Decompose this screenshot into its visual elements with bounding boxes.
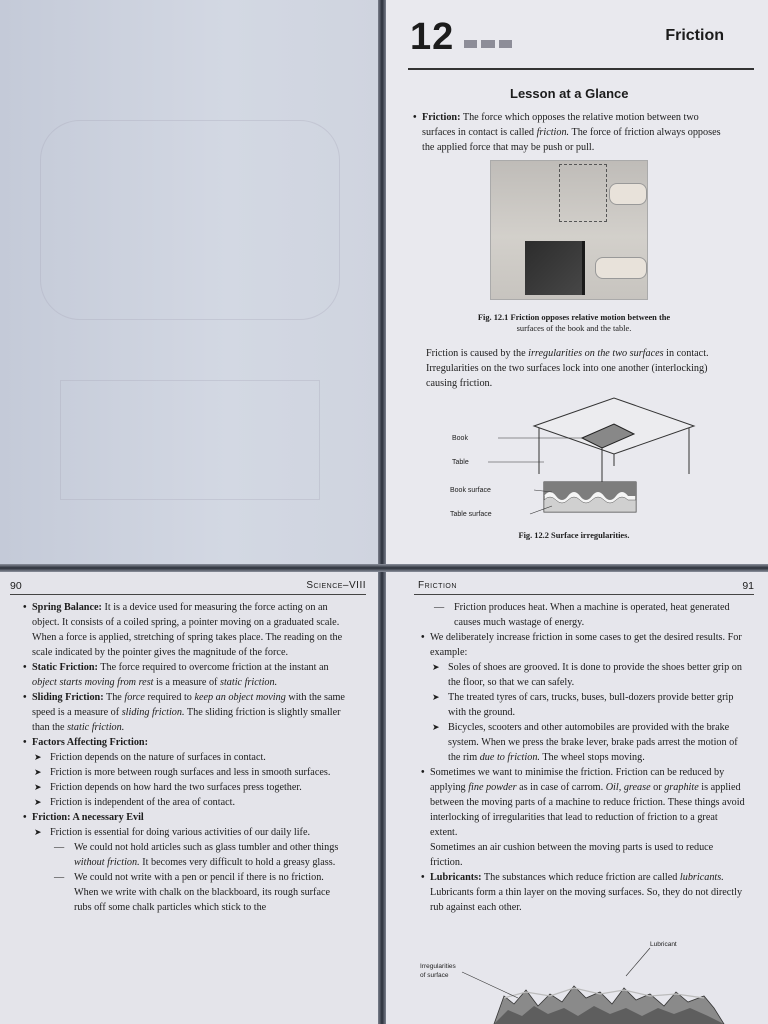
factor-item: ➤ Friction is more between rough surfaces and less in smooth surfaces. (32, 765, 350, 780)
label-book: Book (452, 435, 468, 442)
book-image (525, 241, 585, 295)
page-91-body (430, 600, 746, 915)
lubricants-point: • Lubricants: The substances which reduce friction are called lubricants. Lubricants form a thin layer on the moving surfaces. So, they do not directly rub against each other. (430, 870, 746, 915)
label-of-surface: of surface (420, 972, 449, 979)
book-initial-position (559, 164, 607, 222)
figure-book-on-table-photo (490, 160, 648, 300)
figure-surface-irregularities (444, 396, 744, 526)
factor-item: ➤ Friction is independent of the area of contact. (32, 795, 350, 810)
increase-friction-point: • We deliberately increase friction in some cases to get the desired results. For example: (430, 630, 746, 660)
factor-item: ➤ Friction depends on the nature of surfaces in contact. (32, 750, 350, 765)
chapter-number-decoration (464, 40, 512, 48)
blank-page (0, 0, 380, 566)
dash-point-pen: — We could not write with a pen or pencil if there is no friction. (50, 870, 350, 885)
fig2-caption: Fig. 12.2 Surface irregularities. (518, 531, 630, 540)
friction-cause-paragraph: Friction is caused by the irregularities on the two surfaces in contact. Irregularities on the two surfaces lock into one another (interlocking) causing friction. (426, 348, 709, 389)
example-item: ➤ The treated tyres of cars, trucks, buses, bull-dozers provide better grip with the ground. (430, 690, 746, 720)
friction-definition: • Friction: The force which opposes the relative motion between two surfaces in contact is called friction. The force of friction always opposes the applied force that may be push or pull. (422, 110, 728, 155)
chapter-rule (408, 68, 754, 70)
header-rule (10, 594, 366, 595)
page-90-body (20, 600, 350, 915)
chalk-paragraph: When we write with chalk on the blackboard, its rough surface rubs off some chalk particles which stick to the (74, 887, 331, 913)
air-cushion-paragraph: Sometimes an air cushion between the moving parts is used to reduce friction. (430, 842, 714, 868)
sliding-friction-point: • Sliding Friction: The force required to keep an object moving with the same speed is a measure of sliding friction. The sliding friction is slightly smaller than the static friction. (32, 690, 350, 735)
photo-fold-divider (0, 564, 768, 572)
figure-lubricant-layer (414, 936, 744, 1024)
fig1-caption: Fig. 12.1 Friction opposes relative motion between the surfaces of the book and the table. (477, 313, 671, 333)
page-number: 91 (742, 580, 754, 592)
running-head: Friction (418, 580, 457, 591)
chapter-opener-page (384, 0, 768, 566)
chapter-number: 12 (410, 16, 455, 58)
label-table: Table (452, 459, 469, 466)
label-table-surface: Table surface (450, 511, 492, 518)
heat-point: — Friction produces heat. When a machine is operated, heat generated causes much wastage of energy. (430, 600, 746, 630)
lesson-heading: Lesson at a Glance (510, 86, 629, 101)
minimise-friction-point: • Sometimes we want to minimise the friction. Friction can be reduced by applying fine powder as in case of carrom. Oil, grease or graphite is applied between the moving parts of a machine to reduce friction. These things avoid interlocking of irregularities that lead to reduction of friction to a great extent. (430, 765, 746, 840)
chapter-title: Friction (665, 27, 724, 44)
dash-point-glass: — We could not hold articles such as glass tumbler and other things without friction. It becomes very difficult to hold a greasy glass. (50, 840, 350, 870)
example-item: ➤ Soles of shoes are grooved. It is done to provide the shoes better grip on the floor, so that we can safely. (430, 660, 746, 690)
spring-balance-point: • Spring Balance: It is a device used for measuring the force acting on an object. It consists of a coiled spring, a pointer moving on a graduated scale. When a force is applied, stretching of spring takes place. The reading on the scale indicated by the pointer gives the magnitude of the force. (32, 600, 350, 660)
running-head: Science–VIII (306, 580, 366, 591)
factors-heading: • Factors Affecting Friction: (32, 735, 350, 750)
label-book-surface: Book surface (450, 487, 491, 494)
static-friction-point: • Static Friction: The force required to overcome friction at the instant an object starts moving from rest is a measure of static friction. (32, 660, 350, 690)
necessary-evil-point: ➤ Friction is essential for doing various activities of our daily life. (32, 825, 350, 840)
hand-pushing-icon (609, 183, 647, 205)
book-spine (378, 0, 386, 1024)
page-90 (0, 570, 380, 1024)
page-91 (384, 570, 768, 1024)
label-lubricant: Lubricant (650, 941, 677, 948)
necessary-evil-heading: • Friction: A necessary Evil (32, 810, 350, 825)
example-item-brakes: ➤ Bicycles, scooters and other automobiles are provided with the brake system. When we press the brake lever, brake pads arrest the motion of the rim due to friction. The wheel stops moving. (430, 720, 746, 765)
label-irregularities: Irregularities (420, 963, 456, 970)
hand-pointing-icon (595, 257, 647, 279)
header-rule (414, 594, 754, 595)
page-number: 90 (10, 580, 22, 592)
factor-item: ➤ Friction depends on how hard the two surfaces press together. (32, 780, 350, 795)
